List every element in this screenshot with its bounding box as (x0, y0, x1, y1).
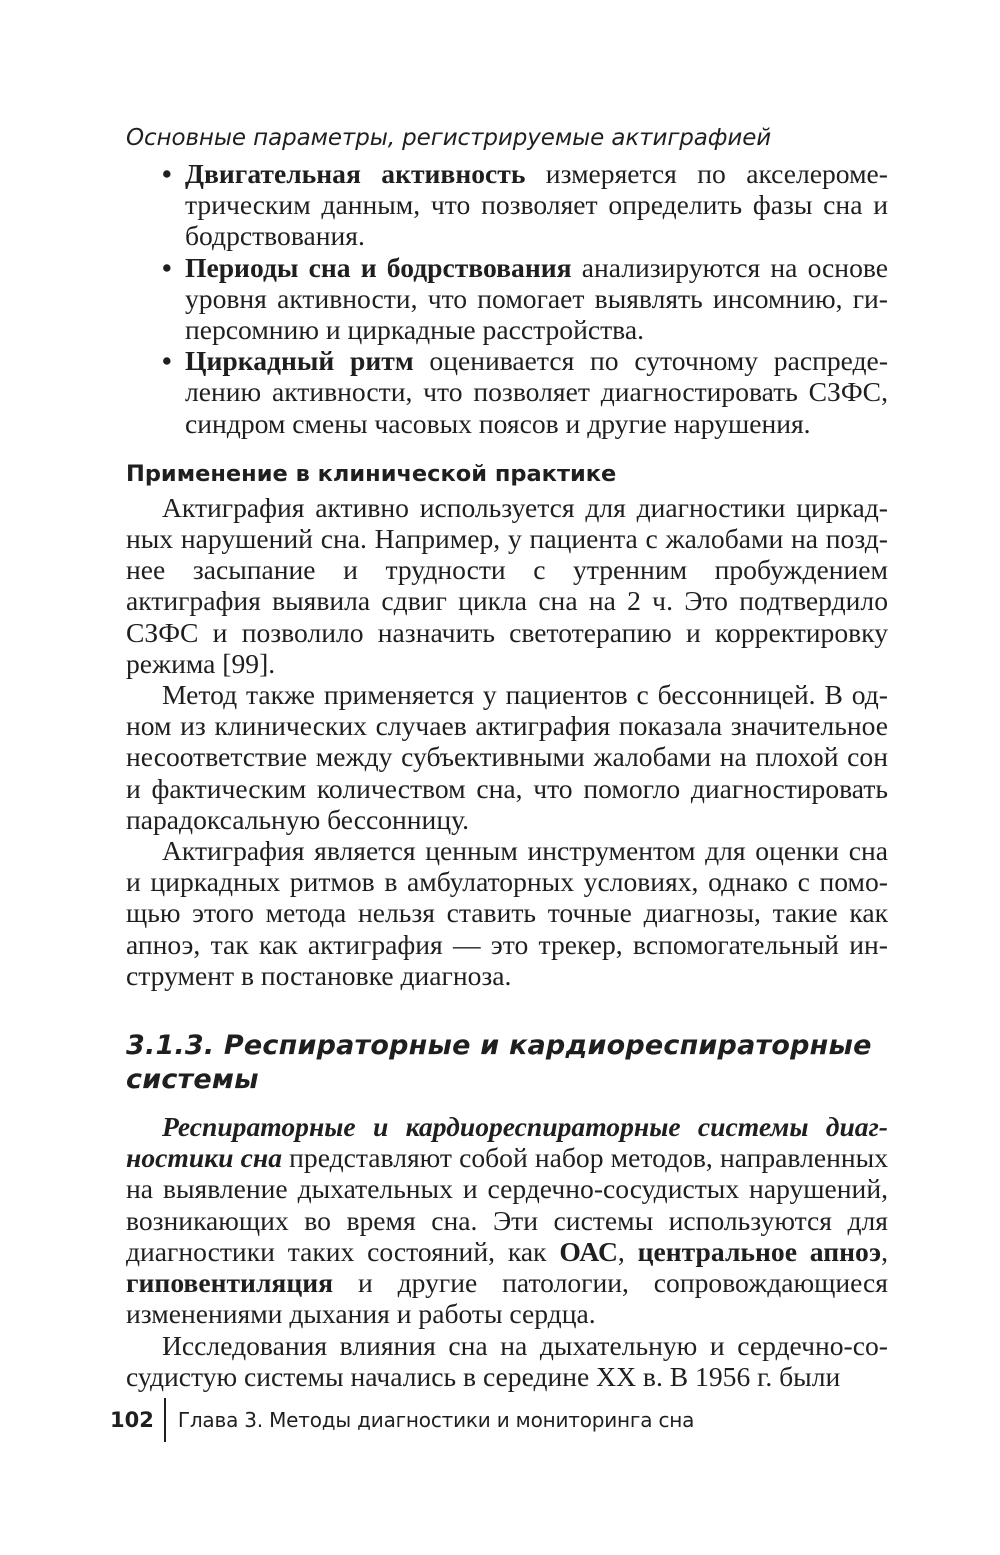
section-paragraph: Исследования влияния сна на дыхательную и сердечно-сосудистую системы начались в середине XX в. В 1956 г. были (126, 1329, 888, 1392)
list-item-text: анализируются на основе уровня активности, что помогает выявлять инсомнию, гиперсомнию и циркадные расстройства. (185, 251, 888, 346)
paragraph-text: и другие патологии, сопровождающиеся изменениями дыхания и работы сердца. (126, 1267, 888, 1330)
section-paragraph (126, 1111, 888, 1329)
bullet-icon: • (162, 158, 172, 189)
list-item-text: оценивается по суточному распределению активности, что позволяет диагностировать СЗФС, синдром смены часовых поясов и другие нарушения. (185, 345, 889, 439)
list-item (126, 252, 888, 346)
bold-term: центральное апноэ (637, 1235, 882, 1267)
paragraph: Метод также применяется у пациентов с бессонницей. В одном из клинических случаев актиграфия показала значительное несоответствие между субъективными жалобами на плохой сон и фактическим количеством сна, что помогло диагностировать парадоксальную бессонницу. (126, 679, 888, 835)
bold-term: гиповентиляция (126, 1267, 334, 1299)
list-item (126, 158, 888, 252)
list-item (126, 345, 888, 439)
list-item-term: Циркадный ритм (185, 345, 414, 377)
footer-divider (164, 1398, 166, 1442)
page-body (126, 118, 888, 1392)
paragraph-text: представляют собой набор методов, направленных на выявление дыхательных и сердечно-сосудистых нарушений, возникающих во время сна. Эти системы используются для диагностики таких состояний, как (126, 1142, 888, 1267)
defined-term: Респираторные и кардиореспираторные системы диагностики сна (126, 1111, 888, 1174)
page-number: 102 (110, 1408, 154, 1432)
list-item-text: измеряется по акселерометрическим данным, что позволяет определить фазы сна и бодрствования. (185, 158, 888, 252)
paragraph: Актиграфия является ценным инструментом для оценки сна и циркадных ритмов в амбулаторных условиях, однако с помощью этого метода нельзя ставить точные диагнозы, такие как апноэ, так как актиграфия — это трекер, вспомогательный инструмент в постановке диагноза. (126, 835, 888, 991)
bullet-icon: • (162, 251, 172, 283)
separator: , (881, 1235, 888, 1267)
page-footer (110, 1398, 694, 1442)
list-item-term: Двигательная активность (185, 158, 526, 189)
section-title: 3.1.3. Респираторные и кардиореспираторные системы (126, 1030, 872, 1096)
list-item-term: Периоды сна и бодрствования (185, 251, 572, 283)
running-title: Глава 3. Методы диагностики и мониторинга сна (177, 1408, 695, 1432)
separator: , (617, 1235, 638, 1267)
paragraph: Актиграфия активно используется для диагностики циркадных нарушений сна. Например, у пациента с жалобами на позднее засыпание и трудности с утренним пробуждением актиграфия выявила сдвиг цикла сна на 2 ч. Это подтвердило СЗФС и позволило назначить светотерапию и корректировку режима [99]. (126, 491, 888, 679)
list-caption: Основные параметры, регистрируемые актиграфией (126, 125, 772, 151)
parameter-list (126, 158, 888, 439)
subheading: Применение в клинической практике (126, 460, 617, 487)
bold-term: ОАС (559, 1235, 618, 1267)
bullet-icon: • (162, 345, 172, 377)
